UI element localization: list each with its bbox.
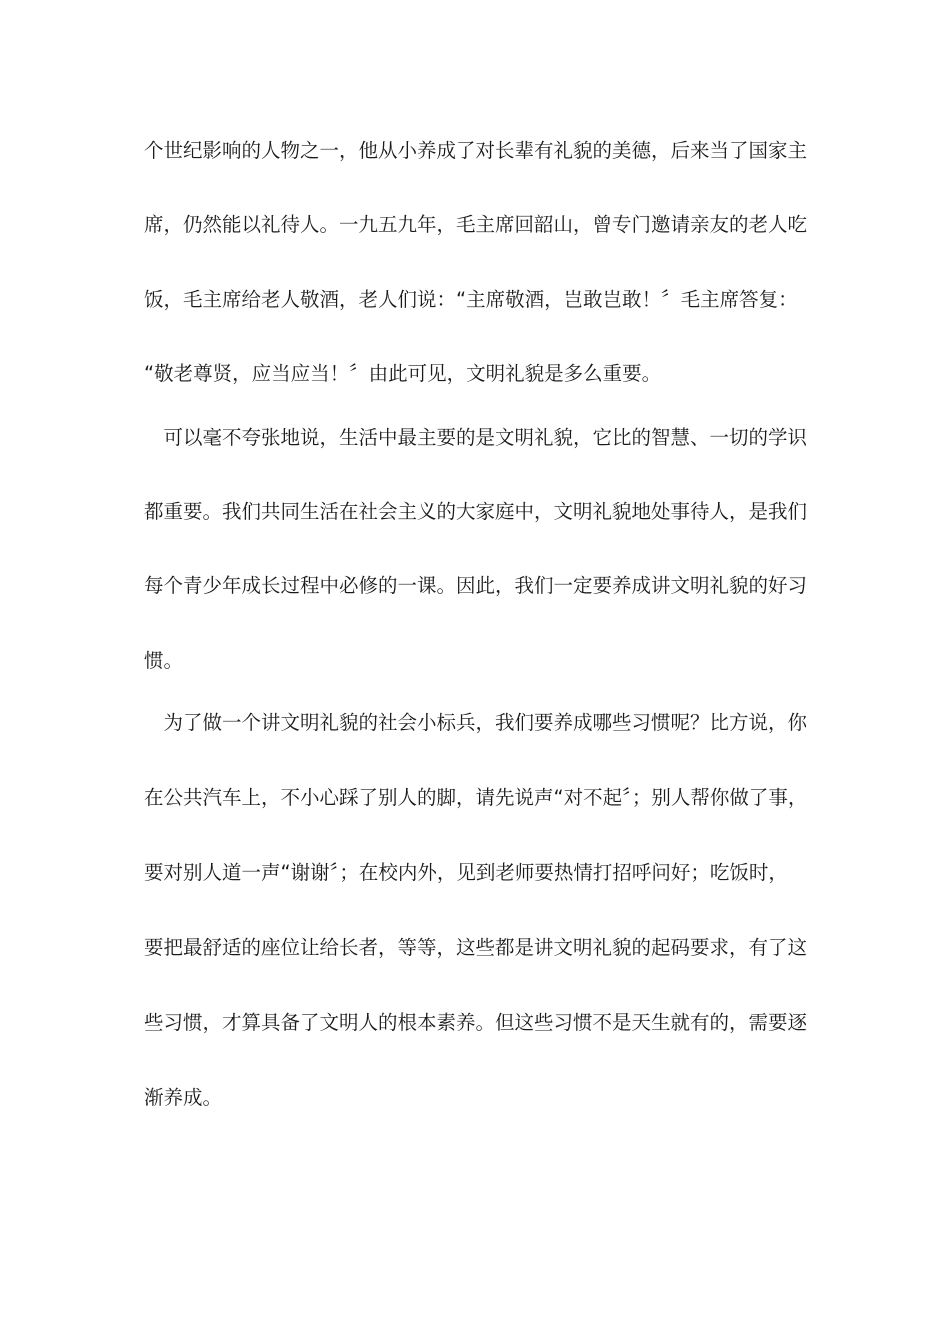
paragraph-3-line-3: 要对别人道一声“谢谢〞；在校内外，见到老师要热情打招呼问好；吃饭时， — [144, 861, 788, 884]
paragraph-2-line-2: 都重要。我们共同生活在社会主义的大家庭中，文明礼貌地处事待人，是我们 — [144, 500, 808, 523]
paragraph-3-line-1: 为了做一个讲文明礼貌的社会小标兵，我们要养成哪些习惯呢？比方说，你 — [144, 711, 808, 734]
paragraph-2-line-1: 可以毫不夸张地说，生活中最主要的是文明礼貌，它比的智慧、一切的学识 — [144, 426, 808, 449]
text-line-3: 饭，毛主席给老人敬酒，老人们说：“主席敬酒，岂敢岂敢！〞毛主席答复： — [144, 288, 798, 311]
text-line-1: 个世纪影响的人物之一，他从小养成了对长辈有礼貌的美德，后来当了国家主 — [144, 139, 808, 162]
paragraph-2-line-3: 每个青少年成长过程中必修的一课。因此，我们一定要养成讲文明礼貌的好习 — [144, 574, 808, 597]
paragraph-3-line-2: 在公共汽车上，不小心踩了别人的脚，请先说声“对不起〞；别人帮你做了事， — [144, 786, 808, 809]
paragraph-3-line-6: 渐养成。 — [144, 1086, 223, 1109]
paragraph-3-line-5: 些习惯，才算具备了文明人的根本素养。但这些习惯不是天生就有的，需要逐 — [144, 1011, 808, 1034]
text-line-4: “敬老尊贤，应当应当！〞由此可见，文明礼貌是多么重要。 — [144, 362, 662, 385]
paragraph-3-line-4: 要把最舒适的座位让给长者，等等，这些都是讲文明礼貌的起码要求，有了这 — [144, 936, 808, 959]
paragraph-2-line-4: 惯。 — [144, 649, 184, 672]
text-line-2: 席，仍然能以礼待人。一九五九年，毛主席回韶山，曾专门邀请亲友的老人吃 — [144, 213, 808, 236]
